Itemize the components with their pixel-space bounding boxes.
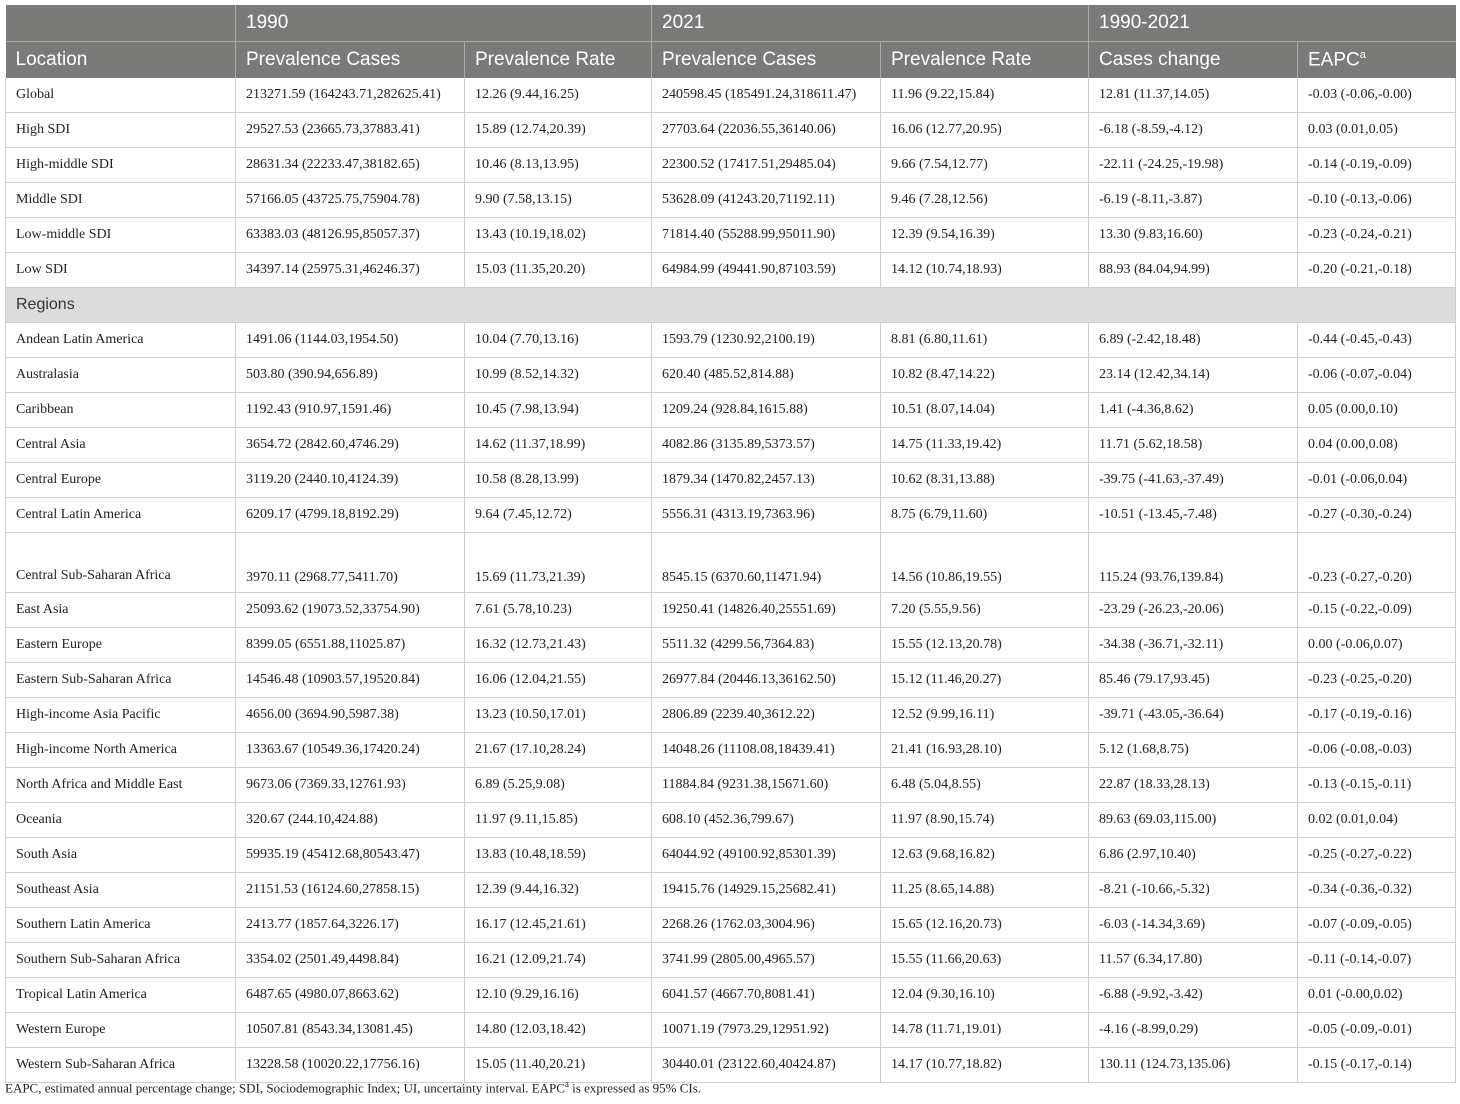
cell-rate-1990: 6.89 (5.25,9.08) [465, 768, 652, 803]
cell-cases-change: -39.75 (-41.63,-37.49) [1089, 463, 1298, 498]
table-row [6, 463, 1456, 498]
table-footnote [5, 1079, 701, 1096]
cell-eapc: -0.15 (-0.22,-0.09) [1298, 593, 1456, 628]
cell-location: Eastern Sub-Saharan Africa [6, 663, 236, 698]
cell-rate-2021: 11.96 (9.22,15.84) [881, 78, 1089, 113]
cell-cases-change: 115.24 (93.76,139.84) [1089, 533, 1298, 593]
cell-cases-1990: 1192.43 (910.97,1591.46) [236, 393, 465, 428]
table-row [6, 218, 1456, 253]
cell-cases-2021: 6041.57 (4667.70,8081.41) [652, 978, 881, 1013]
cell-eapc: -0.06 (-0.07,-0.04) [1298, 358, 1456, 393]
cell-rate-2021: 14.56 (10.86,19.55) [881, 533, 1089, 593]
header-year-2021: 2021 [652, 5, 1089, 42]
cell-cases-2021: 26977.84 (20446.13,36162.50) [652, 663, 881, 698]
table-row [6, 533, 1456, 593]
cell-location: High-income North America [6, 733, 236, 768]
cell-location: Middle SDI [6, 183, 236, 218]
table-row [6, 253, 1456, 288]
cell-cases-change: -23.29 (-26.23,-20.06) [1089, 593, 1298, 628]
table-row [6, 498, 1456, 533]
cell-location: High-middle SDI [6, 148, 236, 183]
cell-cases-2021: 8545.15 (6370.60,11471.94) [652, 533, 881, 593]
cell-location: Caribbean [6, 393, 236, 428]
cell-eapc: -0.05 (-0.09,-0.01) [1298, 1013, 1456, 1048]
cell-cases-change: -6.88 (-9.92,-3.42) [1089, 978, 1298, 1013]
cell-cases-2021: 27703.64 (22036.55,36140.06) [652, 113, 881, 148]
table-row [6, 148, 1456, 183]
cell-rate-2021: 7.20 (5.55,9.56) [881, 593, 1089, 628]
cell-cases-change: 6.89 (-2.42,18.48) [1089, 323, 1298, 358]
cell-cases-1990: 4656.00 (3694.90,5987.38) [236, 698, 465, 733]
header-row-columns [6, 42, 1456, 79]
table-row [6, 698, 1456, 733]
cell-rate-1990: 11.97 (9.11,15.85) [465, 803, 652, 838]
cell-cases-change: -22.11 (-24.25,-19.98) [1089, 148, 1298, 183]
cell-cases-2021: 64044.92 (49100.92,85301.39) [652, 838, 881, 873]
cell-cases-2021: 11884.84 (9231.38,15671.60) [652, 768, 881, 803]
cell-rate-2021: 12.63 (9.68,16.82) [881, 838, 1089, 873]
cell-cases-change: 23.14 (12.42,34.14) [1089, 358, 1298, 393]
cell-cases-2021: 240598.45 (185491.24,318611.47) [652, 78, 881, 113]
cell-rate-2021: 8.75 (6.79,11.60) [881, 498, 1089, 533]
cell-cases-change: -4.16 (-8.99,0.29) [1089, 1013, 1298, 1048]
cell-cases-2021: 71814.40 (55288.99,95011.90) [652, 218, 881, 253]
cell-location: High SDI [6, 113, 236, 148]
header-year-range: 1990-2021 [1089, 5, 1456, 42]
cell-rate-1990: 10.46 (8.13,13.95) [465, 148, 652, 183]
cell-rate-2021: 15.55 (11.66,20.63) [881, 943, 1089, 978]
table-row [6, 393, 1456, 428]
table-row [6, 428, 1456, 463]
cell-cases-2021: 1879.34 (1470.82,2457.13) [652, 463, 881, 498]
cell-rate-2021: 14.17 (10.77,18.82) [881, 1048, 1089, 1083]
cell-cases-2021: 1593.79 (1230.92,2100.19) [652, 323, 881, 358]
cell-cases-2021: 30440.01 (23122.60,40424.87) [652, 1048, 881, 1083]
cell-cases-change: 13.30 (9.83,16.60) [1089, 218, 1298, 253]
cell-location: South Asia [6, 838, 236, 873]
cell-rate-2021: 14.75 (11.33,19.42) [881, 428, 1089, 463]
cell-rate-1990: 12.26 (9.44,16.25) [465, 78, 652, 113]
cell-eapc: 0.00 (-0.06,0.07) [1298, 628, 1456, 663]
cell-cases-1990: 9673.06 (7369.33,12761.93) [236, 768, 465, 803]
cell-rate-1990: 13.43 (10.19,18.02) [465, 218, 652, 253]
cell-eapc: -0.34 (-0.36,-0.32) [1298, 873, 1456, 908]
cell-cases-2021: 4082.86 (3135.89,5373.57) [652, 428, 881, 463]
cell-location: Low SDI [6, 253, 236, 288]
table-row [6, 1048, 1456, 1083]
table-row [6, 1013, 1456, 1048]
cell-cases-2021: 19250.41 (14826.40,25551.69) [652, 593, 881, 628]
cell-rate-1990: 21.67 (17.10,28.24) [465, 733, 652, 768]
cell-eapc: -0.25 (-0.27,-0.22) [1298, 838, 1456, 873]
cell-cases-1990: 14546.48 (10903.57,19520.84) [236, 663, 465, 698]
header-row-years [6, 5, 1456, 42]
cell-rate-1990: 13.23 (10.50,17.01) [465, 698, 652, 733]
table-row [6, 733, 1456, 768]
cell-eapc: -0.27 (-0.30,-0.24) [1298, 498, 1456, 533]
cell-cases-1990: 3654.72 (2842.60,4746.29) [236, 428, 465, 463]
cell-rate-1990: 14.80 (12.03,18.42) [465, 1013, 652, 1048]
table-body [6, 78, 1456, 1083]
prevalence-table [5, 5, 1456, 1083]
cell-location: Tropical Latin America [6, 978, 236, 1013]
table-row [6, 183, 1456, 218]
cell-eapc: -0.13 (-0.15,-0.11) [1298, 768, 1456, 803]
cell-eapc: -0.01 (-0.06,0.04) [1298, 463, 1456, 498]
cell-cases-change: 88.93 (84.04,94.99) [1089, 253, 1298, 288]
cell-cases-1990: 213271.59 (164243.71,282625.41) [236, 78, 465, 113]
cell-cases-1990: 28631.34 (22233.47,38182.65) [236, 148, 465, 183]
cell-eapc: 0.04 (0.00,0.08) [1298, 428, 1456, 463]
table-row [6, 593, 1456, 628]
cell-rate-1990: 15.03 (11.35,20.20) [465, 253, 652, 288]
cell-rate-2021: 12.52 (9.99,16.11) [881, 698, 1089, 733]
cell-eapc: -0.03 (-0.06,-0.00) [1298, 78, 1456, 113]
cell-cases-2021: 5511.32 (4299.56,7364.83) [652, 628, 881, 663]
cell-cases-change: 11.71 (5.62,18.58) [1089, 428, 1298, 463]
cell-eapc: -0.11 (-0.14,-0.07) [1298, 943, 1456, 978]
cell-cases-1990: 63383.03 (48126.95,85057.37) [236, 218, 465, 253]
header-eapc-label: EAPC [1308, 49, 1360, 71]
cell-cases-1990: 3354.02 (2501.49,4498.84) [236, 943, 465, 978]
cell-rate-2021: 11.25 (8.65,14.88) [881, 873, 1089, 908]
cell-cases-1990: 13363.67 (10549.36,17420.24) [236, 733, 465, 768]
table-row [6, 78, 1456, 113]
table-row [6, 978, 1456, 1013]
cell-rate-2021: 9.46 (7.28,12.56) [881, 183, 1089, 218]
cell-rate-1990: 10.99 (8.52,14.32) [465, 358, 652, 393]
cell-eapc: 0.02 (0.01,0.04) [1298, 803, 1456, 838]
cell-cases-1990: 34397.14 (25975.31,46246.37) [236, 253, 465, 288]
table-row [6, 323, 1456, 358]
cell-rate-2021: 10.82 (8.47,14.22) [881, 358, 1089, 393]
header-blank [6, 5, 236, 42]
cell-eapc: -0.07 (-0.09,-0.05) [1298, 908, 1456, 943]
cell-rate-1990: 9.64 (7.45,12.72) [465, 498, 652, 533]
data-table-container [5, 5, 1455, 1083]
cell-location: Western Sub-Saharan Africa [6, 1048, 236, 1083]
cell-eapc: -0.44 (-0.45,-0.43) [1298, 323, 1456, 358]
cell-cases-change: 89.63 (69.03,115.00) [1089, 803, 1298, 838]
cell-location: Oceania [6, 803, 236, 838]
cell-rate-2021: 15.55 (12.13,20.78) [881, 628, 1089, 663]
table-row [6, 358, 1456, 393]
cell-cases-1990: 6487.65 (4980.07,8663.62) [236, 978, 465, 1013]
table-row [6, 873, 1456, 908]
cell-cases-2021: 53628.09 (41243.20,71192.11) [652, 183, 881, 218]
cell-cases-1990: 2413.77 (1857.64,3226.17) [236, 908, 465, 943]
cell-cases-2021: 2268.26 (1762.03,3004.96) [652, 908, 881, 943]
cell-cases-change: 130.11 (124.73,135.06) [1089, 1048, 1298, 1083]
cell-cases-2021: 620.40 (485.52,814.88) [652, 358, 881, 393]
cell-location: Eastern Europe [6, 628, 236, 663]
cell-cases-change: 1.41 (-4.36,8.62) [1089, 393, 1298, 428]
cell-cases-2021: 1209.24 (928.84,1615.88) [652, 393, 881, 428]
cell-rate-2021: 10.51 (8.07,14.04) [881, 393, 1089, 428]
cell-eapc: -0.17 (-0.19,-0.16) [1298, 698, 1456, 733]
header-prev-rate-2021: Prevalence Rate [881, 42, 1089, 79]
cell-location: Central Sub-Saharan Africa [6, 533, 236, 593]
cell-cases-change: 12.81 (11.37,14.05) [1089, 78, 1298, 113]
cell-rate-2021: 14.12 (10.74,18.93) [881, 253, 1089, 288]
cell-location: Andean Latin America [6, 323, 236, 358]
cell-location: North Africa and Middle East [6, 768, 236, 803]
cell-cases-2021: 19415.76 (14929.15,25682.41) [652, 873, 881, 908]
cell-cases-1990: 503.80 (390.94,656.89) [236, 358, 465, 393]
cell-rate-1990: 14.62 (11.37,18.99) [465, 428, 652, 463]
cell-cases-change: 6.86 (2.97,10.40) [1089, 838, 1298, 873]
header-year-1990: 1990 [236, 5, 652, 42]
footnote-text-end: is expressed as 95% CIs. [568, 1080, 702, 1096]
table-row [6, 803, 1456, 838]
cell-cases-2021: 2806.89 (2239.40,3612.22) [652, 698, 881, 733]
cell-cases-1990: 8399.05 (6551.88,11025.87) [236, 628, 465, 663]
cell-rate-1990: 12.39 (9.44,16.32) [465, 873, 652, 908]
table-row [6, 768, 1456, 803]
cell-rate-2021: 12.04 (9.30,16.10) [881, 978, 1089, 1013]
cell-rate-1990: 15.89 (12.74,20.39) [465, 113, 652, 148]
cell-rate-1990: 16.21 (12.09,21.74) [465, 943, 652, 978]
cell-location: Central Asia [6, 428, 236, 463]
cell-cases-2021: 3741.99 (2805.00,4965.57) [652, 943, 881, 978]
cell-cases-1990: 3119.20 (2440.10,4124.39) [236, 463, 465, 498]
cell-location: Southeast Asia [6, 873, 236, 908]
cell-cases-1990: 59935.19 (45412.68,80543.47) [236, 838, 465, 873]
cell-cases-change: -6.03 (-14.34,3.69) [1089, 908, 1298, 943]
cell-cases-1990: 6209.17 (4799.18,8192.29) [236, 498, 465, 533]
table-row [6, 663, 1456, 698]
cell-eapc: -0.23 (-0.27,-0.20) [1298, 533, 1456, 593]
cell-rate-2021: 12.39 (9.54,16.39) [881, 218, 1089, 253]
cell-location: Global [6, 78, 236, 113]
section-label: Regions [6, 288, 1456, 323]
cell-eapc: 0.03 (0.01,0.05) [1298, 113, 1456, 148]
cell-cases-2021: 10071.19 (7973.29,12951.92) [652, 1013, 881, 1048]
cell-rate-1990: 10.45 (7.98,13.94) [465, 393, 652, 428]
cell-cases-2021: 608.10 (452.36,799.67) [652, 803, 881, 838]
cell-location: Central Europe [6, 463, 236, 498]
cell-location: Southern Latin America [6, 908, 236, 943]
cell-rate-2021: 15.12 (11.46,20.27) [881, 663, 1089, 698]
cell-cases-2021: 14048.26 (11108.08,18439.41) [652, 733, 881, 768]
cell-cases-2021: 5556.31 (4313.19,7363.96) [652, 498, 881, 533]
cell-cases-1990: 3970.11 (2968.77,5411.70) [236, 533, 465, 593]
cell-location: Western Europe [6, 1013, 236, 1048]
cell-rate-1990: 12.10 (9.29,16.16) [465, 978, 652, 1013]
cell-location: Central Latin America [6, 498, 236, 533]
table-row [6, 943, 1456, 978]
cell-cases-change: -39.71 (-43.05,-36.64) [1089, 698, 1298, 733]
cell-rate-1990: 16.06 (12.04,21.55) [465, 663, 652, 698]
cell-location: East Asia [6, 593, 236, 628]
cell-cases-change: -8.21 (-10.66,-5.32) [1089, 873, 1298, 908]
cell-rate-1990: 15.05 (11.40,20.21) [465, 1048, 652, 1083]
cell-cases-1990: 25093.62 (19073.52,33754.90) [236, 593, 465, 628]
cell-eapc: -0.23 (-0.25,-0.20) [1298, 663, 1456, 698]
cell-rate-1990: 10.58 (8.28,13.99) [465, 463, 652, 498]
header-prev-cases-2021: Prevalence Cases [652, 42, 881, 79]
header-prev-rate-1990: Prevalence Rate [465, 42, 652, 79]
cell-eapc: -0.20 (-0.21,-0.18) [1298, 253, 1456, 288]
cell-rate-1990: 15.69 (11.73,21.39) [465, 533, 652, 593]
cell-rate-1990: 10.04 (7.70,13.16) [465, 323, 652, 358]
cell-rate-2021: 10.62 (8.31,13.88) [881, 463, 1089, 498]
cell-eapc: -0.15 (-0.17,-0.14) [1298, 1048, 1456, 1083]
cell-rate-2021: 6.48 (5.04,8.55) [881, 768, 1089, 803]
cell-location: High-income Asia Pacific [6, 698, 236, 733]
cell-rate-2021: 11.97 (8.90,15.74) [881, 803, 1089, 838]
header-eapc [1298, 42, 1456, 79]
cell-cases-change: 85.46 (79.17,93.45) [1089, 663, 1298, 698]
cell-cases-1990: 1491.06 (1144.03,1954.50) [236, 323, 465, 358]
header-prev-cases-1990: Prevalence Cases [236, 42, 465, 79]
cell-rate-2021: 21.41 (16.93,28.10) [881, 733, 1089, 768]
cell-cases-1990: 21151.53 (16124.60,27858.15) [236, 873, 465, 908]
cell-rate-2021: 14.78 (11.71,19.01) [881, 1013, 1089, 1048]
cell-eapc: 0.05 (0.00,0.10) [1298, 393, 1456, 428]
cell-eapc: -0.10 (-0.13,-0.06) [1298, 183, 1456, 218]
cell-cases-1990: 29527.53 (23665.73,37883.41) [236, 113, 465, 148]
cell-eapc: -0.14 (-0.19,-0.09) [1298, 148, 1456, 183]
header-location: Location [6, 42, 236, 79]
cell-cases-change: -34.38 (-36.71,-32.11) [1089, 628, 1298, 663]
cell-cases-change: -6.18 (-8.59,-4.12) [1089, 113, 1298, 148]
cell-cases-change: -6.19 (-8.11,-3.87) [1089, 183, 1298, 218]
cell-eapc: -0.06 (-0.08,-0.03) [1298, 733, 1456, 768]
cell-eapc: -0.23 (-0.24,-0.21) [1298, 218, 1456, 253]
cell-location: Low-middle SDI [6, 218, 236, 253]
table-row [6, 908, 1456, 943]
cell-cases-1990: 320.67 (244.10,424.88) [236, 803, 465, 838]
cell-cases-2021: 22300.52 (17417.51,29485.04) [652, 148, 881, 183]
cell-rate-2021: 9.66 (7.54,12.77) [881, 148, 1089, 183]
cell-rate-1990: 16.32 (12.73,21.43) [465, 628, 652, 663]
cell-rate-1990: 16.17 (12.45,21.61) [465, 908, 652, 943]
cell-rate-1990: 7.61 (5.78,10.23) [465, 593, 652, 628]
cell-location: Australasia [6, 358, 236, 393]
cell-cases-1990: 10507.81 (8543.34,13081.45) [236, 1013, 465, 1048]
header-eapc-sup: a [1359, 48, 1366, 61]
cell-cases-change: 11.57 (6.34,17.80) [1089, 943, 1298, 978]
cell-rate-2021: 16.06 (12.77,20.95) [881, 113, 1089, 148]
table-row [6, 838, 1456, 873]
cell-rate-2021: 15.65 (12.16,20.73) [881, 908, 1089, 943]
table-row [6, 628, 1456, 663]
footnote-sup: a [564, 1079, 569, 1089]
cell-rate-2021: 8.81 (6.80,11.61) [881, 323, 1089, 358]
cell-location: Southern Sub-Saharan Africa [6, 943, 236, 978]
cell-cases-change: -10.51 (-13.45,-7.48) [1089, 498, 1298, 533]
cell-cases-change: 5.12 (1.68,8.75) [1089, 733, 1298, 768]
cell-cases-change: 22.87 (18.33,28.13) [1089, 768, 1298, 803]
cell-cases-1990: 57166.05 (43725.75,75904.78) [236, 183, 465, 218]
cell-cases-1990: 13228.58 (10020.22,17756.16) [236, 1048, 465, 1083]
cell-rate-1990: 13.83 (10.48,18.59) [465, 838, 652, 873]
cell-cases-2021: 64984.99 (49441.90,87103.59) [652, 253, 881, 288]
section-row-regions [6, 288, 1456, 323]
cell-rate-1990: 9.90 (7.58,13.15) [465, 183, 652, 218]
table-row [6, 113, 1456, 148]
header-cases-change: Cases change [1089, 42, 1298, 79]
footnote-text: EAPC, estimated annual percentage change; SDI, Sociodemographic Index; UI, uncertainty interval. EAPC [5, 1080, 565, 1096]
cell-eapc: 0.01 (-0.00,0.02) [1298, 978, 1456, 1013]
